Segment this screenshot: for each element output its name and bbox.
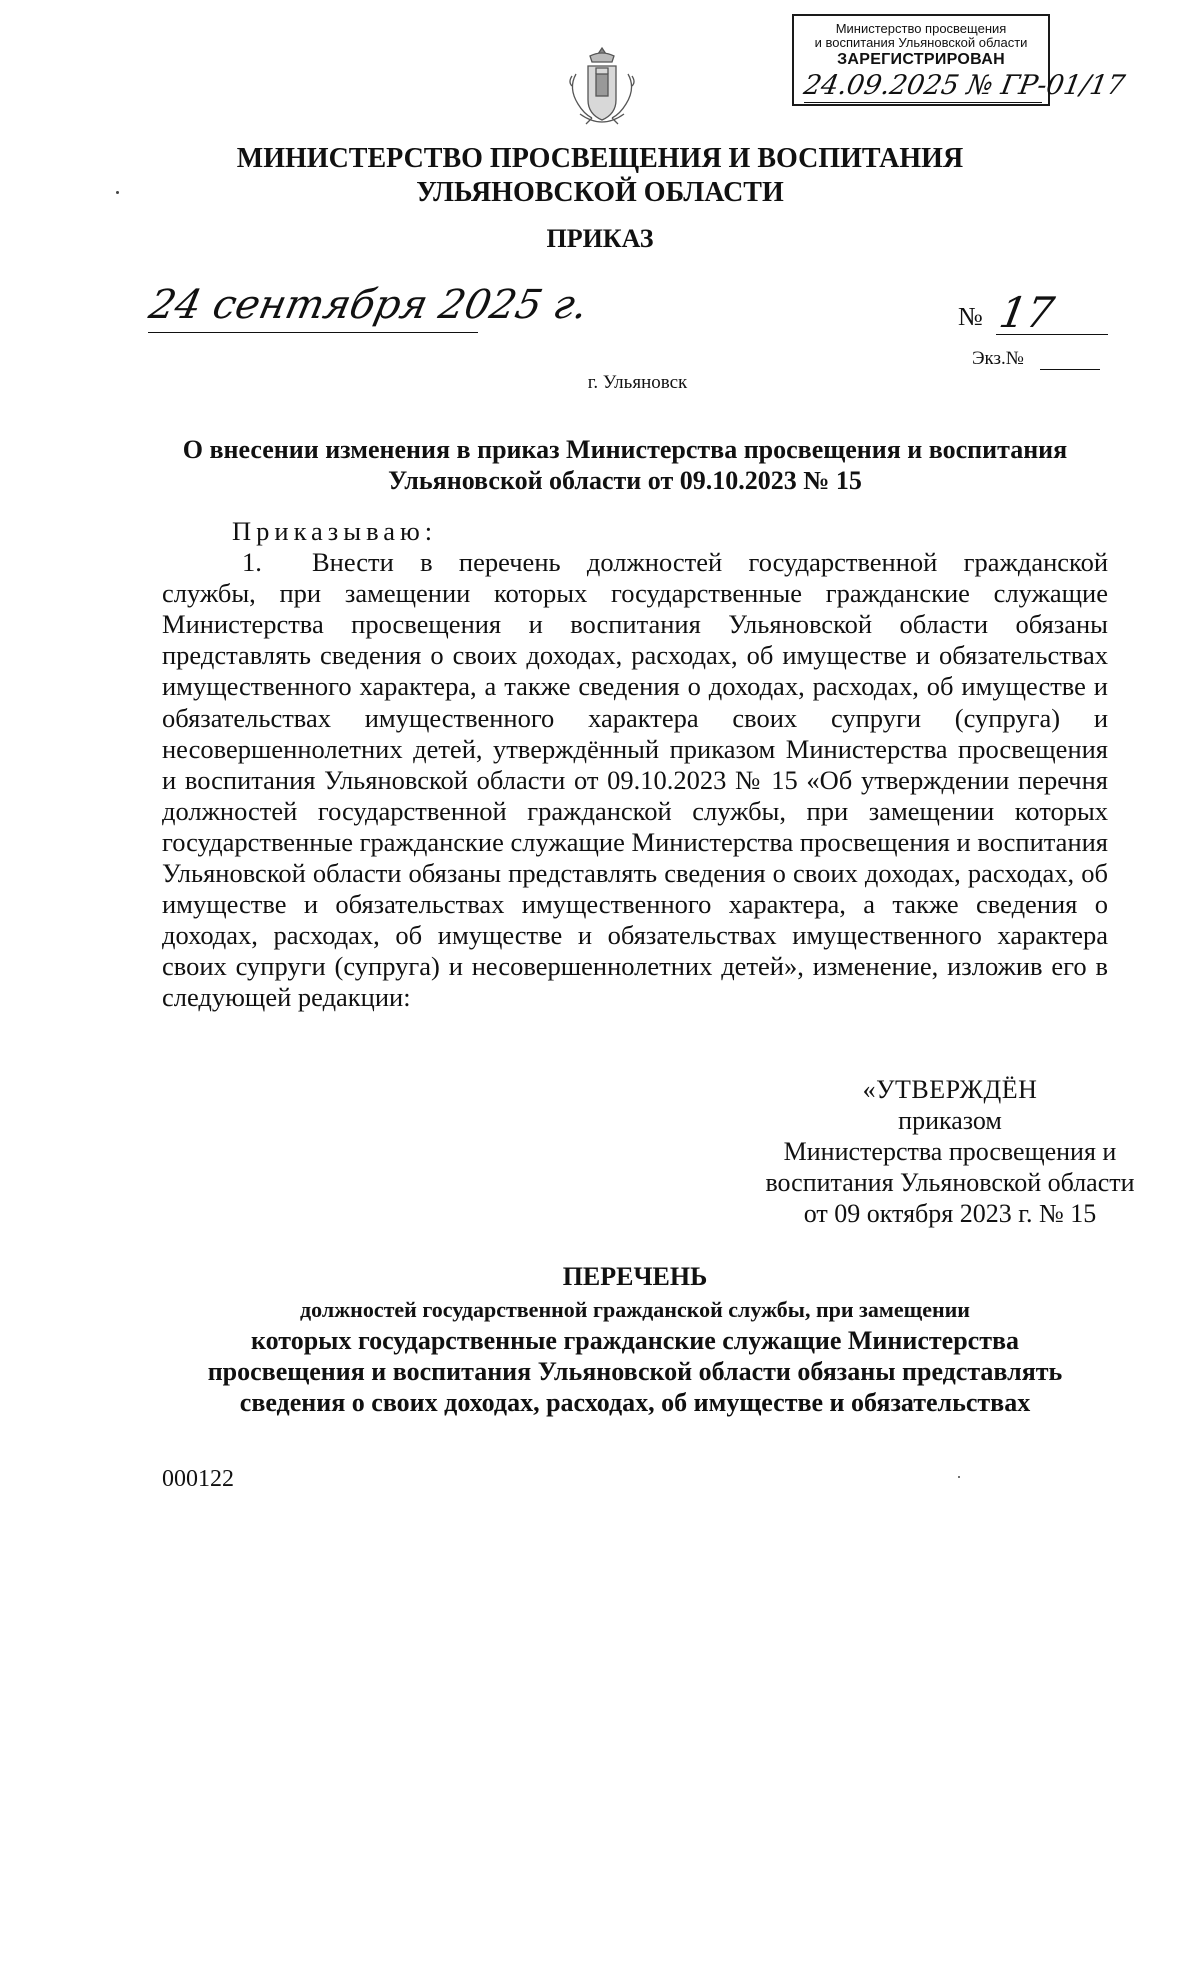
order-item-1 [162,547,1108,1013]
document-code: 000122 [162,1466,234,1492]
scan-speck [116,191,119,194]
approval-block [640,1074,1200,1229]
copy-number-underline [1040,369,1100,370]
ministry-name-line-1: МИНИСТЕРСТВО ПРОСВЕЩЕНИЯ И ВОСПИТАНИЯ [236,143,964,174]
ministry-name [0,142,1200,210]
document-type-title: ПРИКАЗ [546,224,654,253]
list-title: ПЕРЕЧЕНЬ [562,1262,708,1291]
order-directive-word: Приказываю: [232,516,438,546]
stamp-handwritten-number: 24.09.2025 № ГР-01/17 [801,70,1128,101]
list-subtitle-line-3: просвещения и воспитания Ульяновской области обязаны представлять [207,1357,1063,1386]
order-number-label: № [958,302,983,331]
date-underline [148,332,478,333]
scan-speck [958,1476,960,1478]
stamp-line-2: и воспитания Ульяновской области [814,34,1028,50]
handwritten-order-number: 17 [995,288,1058,337]
handwritten-date: 24 сентября 2025 г. [145,282,592,328]
approval-line-1: «УТВЕРЖДЁН [862,1075,1038,1104]
stamp-registered-label: ЗАРЕГИСТРИРОВАН [837,51,1005,69]
ministry-name-line-2: УЛЬЯНОВСКОЙ ОБЛАСТИ [416,177,784,208]
stamp-underline [804,102,1042,103]
city-label: г. Ульяновск [587,372,688,393]
number-underline [996,334,1108,335]
stamp-line-1: Министерство просвещения [835,21,1007,36]
list-subtitle [150,1294,1120,1418]
coat-of-arms-icon [566,44,638,134]
approval-line-3: Министерства просвещения и [783,1137,1117,1166]
order-item-text: Внести в перечень должностей государственной гражданской службы, при замещении которых государственные гражданские служащие Министерства просвещения и воспитания Ульяновской области обязаны представлять сведения о своих доходах, расходах, об имуществе и обязательствах имущественного характера, а также сведения о доходах, расходах, об имуществе и обязательствах имущественного характера своих супруги (супруга) и несовершеннолетних детей, утверждённый приказом Министерства просвещения и воспитания Ульяновской области от 09.10.2023 № 15 «Об утверждении перечня должностей государственной гражданской службы, при замещении которых государственные гражданские служащие Министерства просвещения и воспитания Ульяновской области обязаны представлять сведения о своих доходах, расходах, об имуществе и обязательствах имущественного характера, а также сведения о доходах, расходах, об имуществе и обязательствах имущественного характера своих супруги (супруга) и несовершеннолетних детей», изменение, изложив его в следующей редакции: [162,547,1108,1013]
order-subject-line-2: Ульяновской области от 09.10.2023 № 15 [388,466,862,495]
approval-line-2: приказом [898,1106,1002,1135]
approval-line-5: от 09 октября 2023 г. № 15 [803,1199,1097,1228]
order-subject [150,434,1100,496]
list-subtitle-line-2: которых государственные гражданские служащие Министерства [250,1326,1020,1355]
order-subject-line-1: О внесении изменения в приказ Министерства просвещения и воспитания [182,435,1068,464]
registration-stamp [792,14,1128,106]
list-subtitle-line-1: должностей государственной гражданской службы, при замещении [300,1297,970,1322]
copy-number-label: Экз.№ [972,348,1024,369]
list-subtitle-line-4: сведения о своих доходах, расходах, об имуществе и обязательствах [239,1388,1031,1417]
order-item-number: 1. [242,547,262,578]
approval-line-4: воспитания Ульяновской области [765,1168,1135,1197]
order-body [162,516,1108,1014]
stamp-handwritten-area [800,70,1128,106]
